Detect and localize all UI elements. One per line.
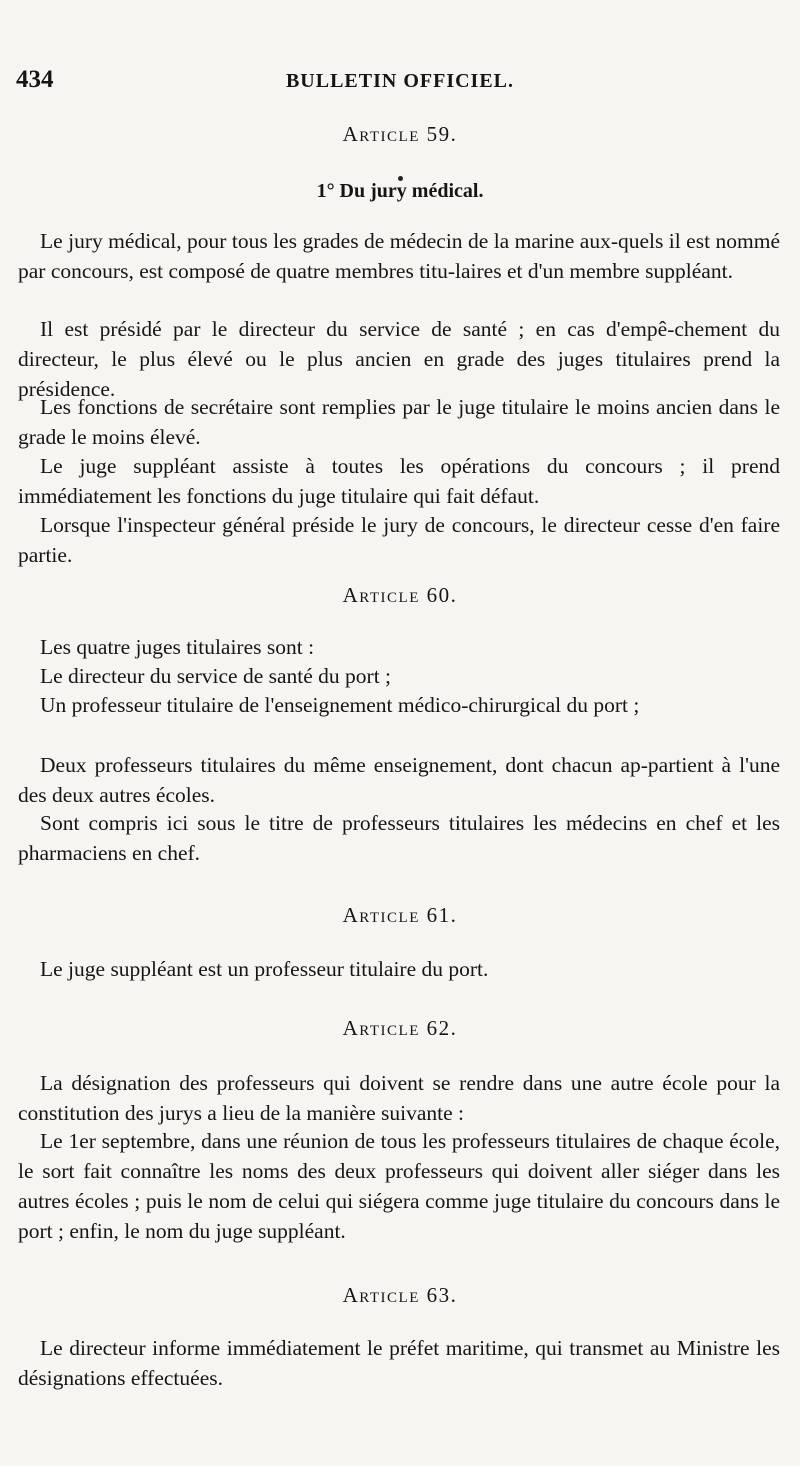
paragraph: Il est présidé par le directeur du service de santé ; en cas d'empê-chement du directeur, le plus élevé ou le plus ancien en grade des juges titulaires prend la présidence. (18, 317, 780, 401)
article-60-title: Article 60. (342, 583, 458, 607)
paragraph: Le directeur informe immédiatement le préfet maritime, qui transmet au Ministre les désignations effectuées. (18, 1336, 780, 1390)
paragraph: Un professeur titulaire de l'enseignement médico-chirurgical du port ; (40, 693, 640, 717)
paragraph: Le juge suppléant est un professeur titulaire du port. (40, 957, 489, 981)
section-title: 1° Du jury médical. (316, 180, 484, 202)
article-62-title: Article 62. (342, 1016, 458, 1040)
paragraph: Le 1er septembre, dans une réunion de tous les professeurs titulaires de chaque école, le sort fait connaître les noms des deux professeurs qui doivent aller siéger dans les autres écoles ; puis le nom de celui qui siégera comme juge titulaire du concours dans le port ; enfin, le nom du juge suppléant. (18, 1129, 780, 1243)
paragraph: Le juge suppléant assiste à toutes les opérations du concours ; il prend immédiatement les fonctions du juge titulaire qui fait défaut. (18, 454, 780, 508)
paragraph: Le directeur du service de santé du port ; (40, 664, 392, 688)
article-63-title: Article 63. (342, 1283, 458, 1307)
paragraph: Le jury médical, pour tous les grades de médecin de la marine aux-quels il est nommé par concours, est composé de quatre membres titu-laires et d'un membre suppléant. (18, 229, 780, 283)
page-number: 434 (16, 66, 54, 93)
paragraph: La désignation des professeurs qui doivent se rendre dans une autre école pour la constitution des jurys a lieu de la manière suivante : (18, 1071, 780, 1125)
paragraph: Deux professeurs titulaires du même enseignement, dont chacun ap-partient à l'une des deux autres écoles. (18, 753, 780, 807)
paragraph: Sont compris ici sous le titre de professeurs titulaires les médecins en chef et les pharmaciens en chef. (18, 811, 780, 865)
paragraph: Les fonctions de secrétaire sont remplies par le juge titulaire le moins ancien dans le grade le moins élevé. (18, 395, 780, 449)
page-header (16, 62, 784, 102)
running-head: BULLETIN OFFICIEL. (285, 70, 515, 92)
article-61-title: Article 61. (342, 903, 458, 927)
article-59-title: Article 59. (342, 122, 458, 146)
paragraph: Lorsque l'inspecteur général préside le jury de concours, le directeur cesse d'en faire partie. (18, 513, 780, 567)
paragraph: Les quatre juges titulaires sont : (40, 635, 315, 659)
